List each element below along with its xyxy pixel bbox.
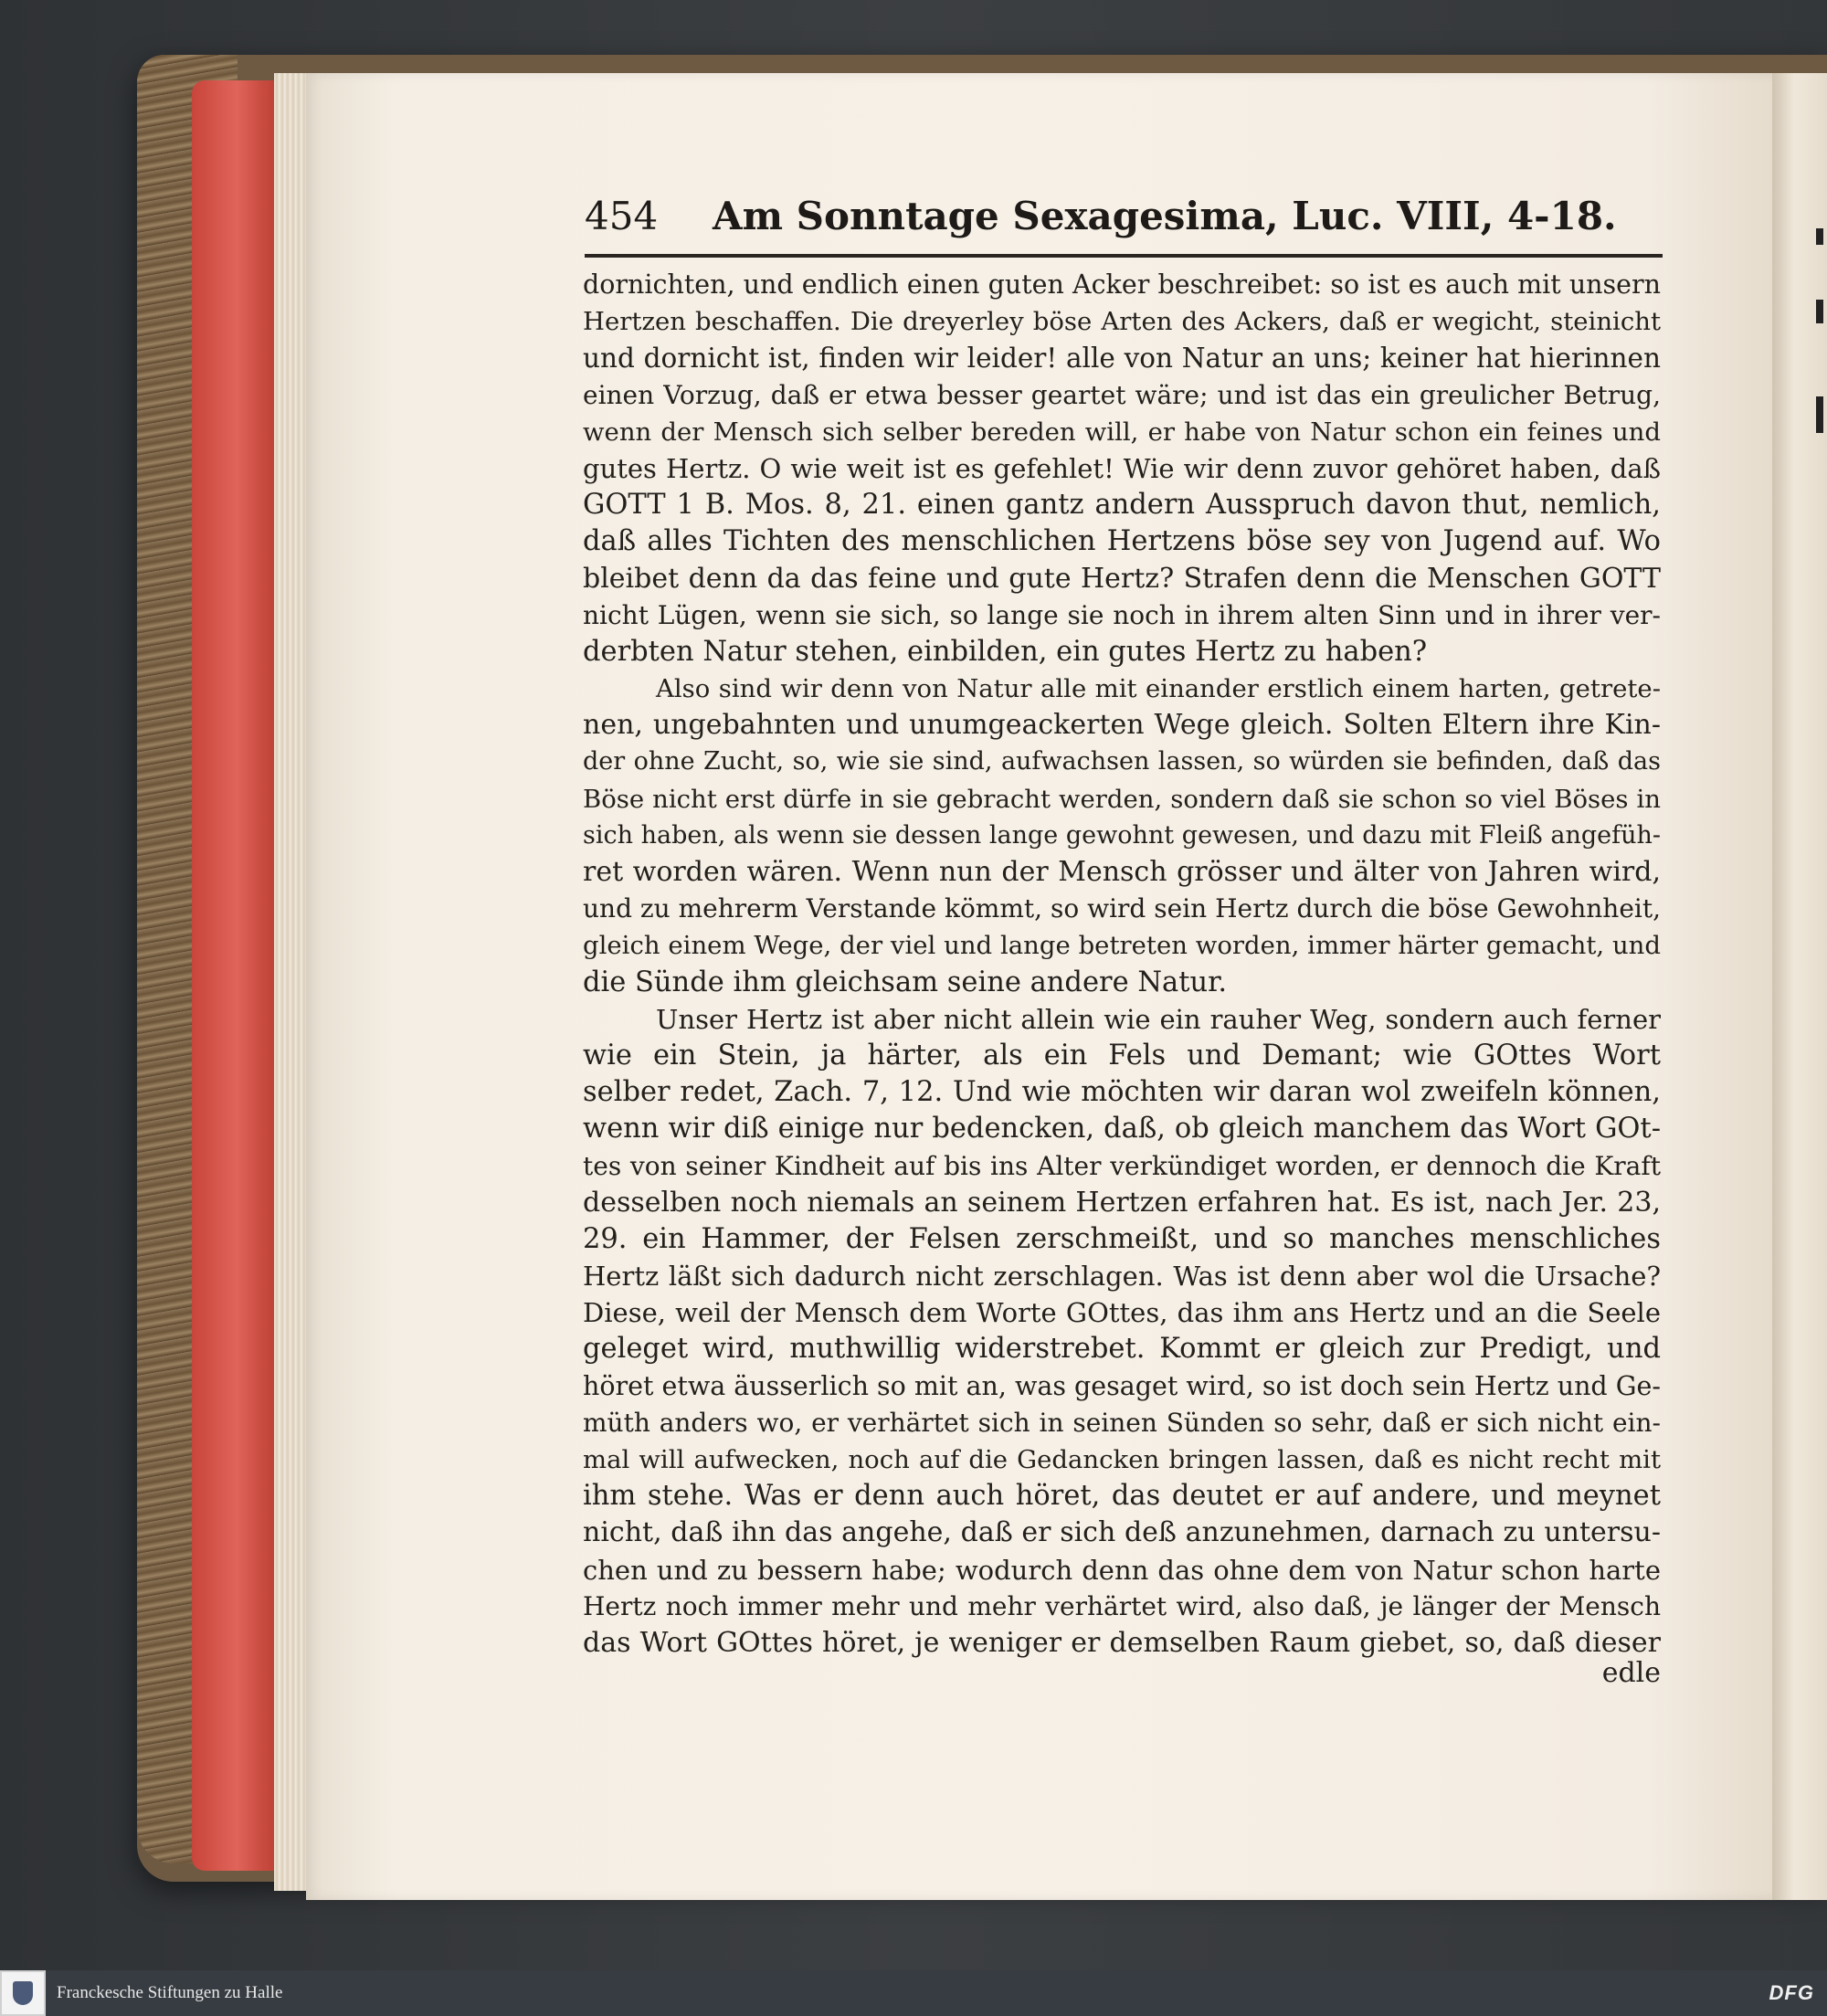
text-line: ihm stehe. Was er denn auch höret, das deutet er auf andere, und meynet [583,1480,1661,1513]
text-line: nicht Lügen, wenn sie sich, so lange sie noch in ihrem alten Sinn und in ihrer ver- [583,599,1661,630]
institution-logo[interactable] [0,1970,46,2016]
text-line: chen und zu bessern habe; wodurch denn das ohne dem von Natur schon harte [583,1554,1661,1586]
text-line: einen Vorzug, daß er etwa besser geartet wäre; und ist das ein greulicher Betrug, [583,379,1661,410]
text-line: desselben noch niemals an seinem Hertzen erfahren hat. Es ist, nach Jer. 23, [583,1186,1661,1219]
text-line: wie ein Stein, ja härter, als ein Fels und Demant; wie GOttes Wort [583,1039,1661,1071]
catchword: edle [1601,1657,1661,1689]
text-line: Also sind wir denn von Natur alle mit einander erstlich einem harten, getrete- [656,674,1661,704]
text-line: ret worden wären. Wenn nun der Mensch grösser und älter von Jahren wird, [583,856,1661,888]
crest-icon [13,1981,33,2005]
text-line: höret etwa äusserlich so mit an, was gesaget wird, so ist doch sein Hertz und Ge- [583,1370,1661,1401]
viewer-footer [0,1970,1827,2016]
facing-page-marks [1816,228,1823,594]
text-line: müth anders wo, er verhärtet sich in seinen Sünden so sehr, daß er sich nicht ein- [583,1407,1661,1438]
text-line: dornichten, und endlich einen guten Acker beschreibet: so ist es auch mit unsern [583,269,1661,300]
text-line: gutes Hertz. O wie weit ist es gefehlet! Wie wir denn zuvor gehöret haben, daß [583,452,1661,484]
body-text [583,267,1661,1662]
text-line: sich haben, als wenn sie dessen lange gewohnt gewesen, und dazu mit Fleiß angefüh- [583,820,1661,850]
header-rule [585,254,1663,258]
text-line: Hertz läßt sich dadurch nicht zerschlagen. Was ist denn aber wol die Ursache? [583,1261,1661,1293]
text-line: die Sünde ihm gleichsam seine andere Natur. [583,966,1228,998]
institution-name[interactable]: Franckesche Stiftungen zu Halle [57,1983,283,2002]
text-line: und zu mehrerm Verstande kömmt, so wird sein Hertz durch die böse Gewohnheit, [583,893,1661,924]
text-line: derbten Natur stehen, einbilden, ein gutes Hertz zu haben? [583,635,1428,668]
page-header [585,194,1663,248]
text-line: und dornicht ist, finden wir leider! alle von Natur an uns; keiner hat hierinnen [583,343,1661,375]
text-line: tes von seiner Kindheit auf bis ins Alter verkündiget worden, er dennoch die Kraft [583,1150,1661,1181]
running-title: Am Sonntage Sexagesima, Luc. VIII, 4-18. [713,194,1617,238]
text-line: geleget wird, muthwillig widerstrebet. Kommt er gleich zur Predigt, und [583,1333,1661,1366]
text-line: GOTT 1 B. Mos. 8, 21. einen gantz andern Ausspruch davon thut, nemlich, [583,489,1661,522]
text-line: Unser Hertz ist aber nicht allein wie ein rauher Weg, sondern auch ferner [656,1003,1661,1035]
text-line: Böse nicht erst dürfe in sie gebracht werden, sondern daß sie schon so viel Böses in [583,784,1661,814]
text-line: nen, ungebahnten und unumgeackerten Wege gleich. Solten Eltern ihre Kin- [583,709,1661,742]
page-number: 454 [585,194,659,238]
text-line: daß alles Tichten des menschlichen Hertzens böse sey von Jugend auf. Wo [583,525,1661,558]
text-line: Hertz noch immer mehr und mehr verhärtet wird, also daß, je länger der Mensch [583,1590,1661,1621]
text-line: bleibet denn da das feine und gute Hertz? Strafen denn die Menschen GOTT [583,562,1661,595]
text-line: das Wort GOttes höret, je weniger er demselben Raum giebet, so, daß dieser [583,1626,1661,1659]
text-line: wenn wir diß einige nur bedencken, daß, ob gleich manchem das Wort GOt- [583,1113,1661,1145]
text-line: wenn der Mensch sich selber bereden will, er habe von Natur schon ein feines und [583,417,1661,447]
text-line: mal will aufwecken, noch auf die Gedancken bringen lassen, daß es nicht recht mit [583,1445,1661,1474]
text-line: nicht, daß ihn das angehe, daß er sich deß anzunehmen, darnach zu untersu- [583,1516,1661,1549]
text-line: selber redet, Zach. 7, 12. Und wie möchten wir daran wol zweifeln können, [583,1076,1661,1109]
text-line: Hertzen beschaffen. Die dreyerley böse Arten des Ackers, daß er wegicht, steinicht [583,307,1661,337]
text-line: Diese, weil der Mensch dem Worte GOttes, das ihm ans Hertz und an die Seele [583,1297,1661,1329]
text-line: der ohne Zucht, so, wie sie sind, aufwachsen lassen, so würden sie befinden, daß das [583,747,1661,776]
text-line: gleich einem Wege, der viel und lange betreten worden, immer härter gemacht, und [583,931,1661,961]
dfg-logo[interactable]: DFG [1769,1981,1814,2004]
text-line: 29. ein Hammer, der Felsen zerschmeißt, und so manches menschliches [583,1222,1661,1255]
